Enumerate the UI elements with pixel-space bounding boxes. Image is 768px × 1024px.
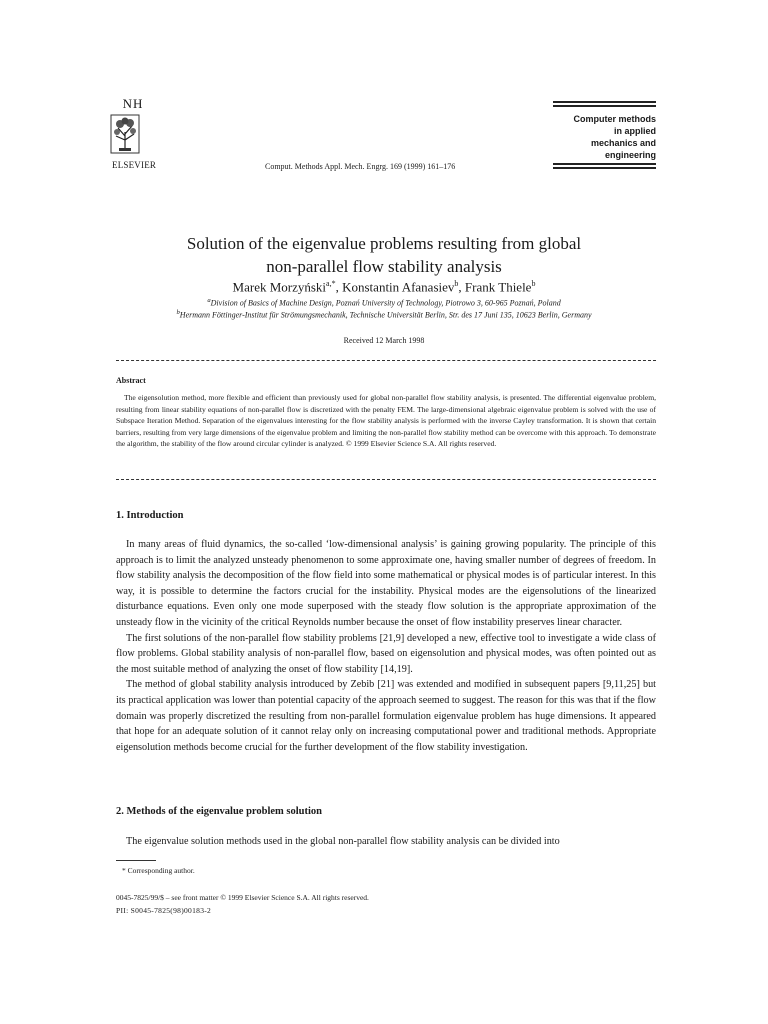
affiliation: $^b$Hermann Föttinger-Institut für Strömungsmechanik, Technische Universität Berlin, Str. des 17 Juni 135, 10623 Berlin, Germany: [176, 309, 592, 320]
author-name: Marek Morzyński: [232, 279, 327, 295]
abstract-text: The eigensolution method, more flexible and efficient than previously used for global non-parallel flow stability analysis, is presented. The differential eigenvalue problem, resulting from linear stability equations of non-parallel flow is discretized with the penalty FEM. The large-dimensional algebraic eigenvalue problem is solved with the use of Subspace Iteration Method. Separation of the eigenvalues interesting for the flow stability analysis is performed with the inverse Cayley transformation. It is shown that certain barriers, resulting from very large dimensions of the eigenvalue problem and limiting the non-parallel flow stability method can be overcome with this approach. To demonstrate the algorithm, the stability of the flow around circular cylinder is analyzed. © 1999 Elsevier Science S.A. All rights reserved.: [116, 393, 656, 448]
paper-title: Solution of the eigenvalue problems resulting from global non-parallel flow stability analysis: [186, 234, 582, 276]
section-heading: 1. Introduction: [116, 510, 184, 521]
received-date: Received 12 March 1998: [343, 336, 425, 345]
affiliation: $^a$Division of Basics of Machine Design, Poznań University of Technology, Piotrowo 3, 60-965 Poznań, Poland: [207, 297, 561, 308]
journal-citation: Comput. Methods Appl. Mech. Engrg. 169 (1999) 161–176: [265, 162, 456, 171]
issn-line: 0045-7825/99/$ – see front matter © 1999 Elsevier Science S.A. All rights reserved.: [116, 893, 369, 902]
author-list: Marek Morzyński$^{a,*}$, Konstantin Afanasiev$^b$, Frank Thiele$^b$: [232, 279, 536, 295]
author-name: Frank Thiele: [464, 279, 532, 295]
journal-title-box: [553, 101, 656, 171]
divider: [116, 479, 656, 480]
journal-name: Computer methods in applied mechanics and engineering: [573, 114, 656, 160]
publisher-logo: [110, 96, 156, 159]
publisher-name: ELSEVIER: [112, 160, 157, 170]
section-body: [116, 834, 656, 850]
divider: [116, 360, 656, 361]
paragraph: The eigenvalue solution methods used in the global non-parallel flow stability analysis can be divided into: [126, 836, 560, 847]
section-body: [116, 537, 656, 755]
section-heading: 2. Methods of the eigenvalue problem solution: [116, 806, 323, 817]
abstract-heading: Abstract: [116, 376, 146, 385]
footnote: * Corresponding author.: [122, 866, 195, 875]
author-name: Konstantin Afanasiev: [342, 279, 455, 295]
paragraph: In many areas of fluid dynamics, the so-called ‘low-dimensional analysis’ is gaining growing popularity. The principle of this approach is to limit the analyzed unsteady phenomenon to some approximate one, having smaller number of degrees of freedom. In flow stability analysis the decomposition of the flow field into some mathematical or physical modes is of particular interest. In this way, it is possible to determine the factors crucial for the instability. Physical modes are the eigensolutions of the linearized disturbance equations. Even only one mode superposed with the steady flow solution is the appropriate approximation of the unsteady flow in the vicinity of the critical Reynolds number because the onset of flow instability preserves linear character.: [116, 539, 656, 628]
logo-text: NH: [122, 96, 144, 111]
paragraph: The first solutions of the non-parallel flow stability problems [21,9] developed a new, effective tool to investigate a wide class of flow problems. Global stability analysis of non-parallel flow, based on eigensolution and physical modes, was often pointed out as the most suitable method of analyzing the onset of flow stability [14,19].: [116, 632, 656, 675]
footnote-divider: [116, 860, 156, 861]
paragraph: The method of global stability analysis introduced by Zebib [21] was extended and modified in subsequent papers [9,11,25] but its practical application was lower than potential capacity of the approach seemed to suggest. The reason for this was that if the flow domain was properly discretized the resulting from non-parallel formulation eigenvalue problem has huge dimensions. It appeared that hope for an adequate solution of it cannot relay only on increasing computational power and traditional methods. Appropriate eigensolution methods become crucial for the further development of the flow stability investigation.: [116, 679, 656, 753]
elsevier-tree-icon: [110, 114, 140, 154]
pii-line: PII: S0045-7825(98)00183-2: [116, 906, 212, 915]
